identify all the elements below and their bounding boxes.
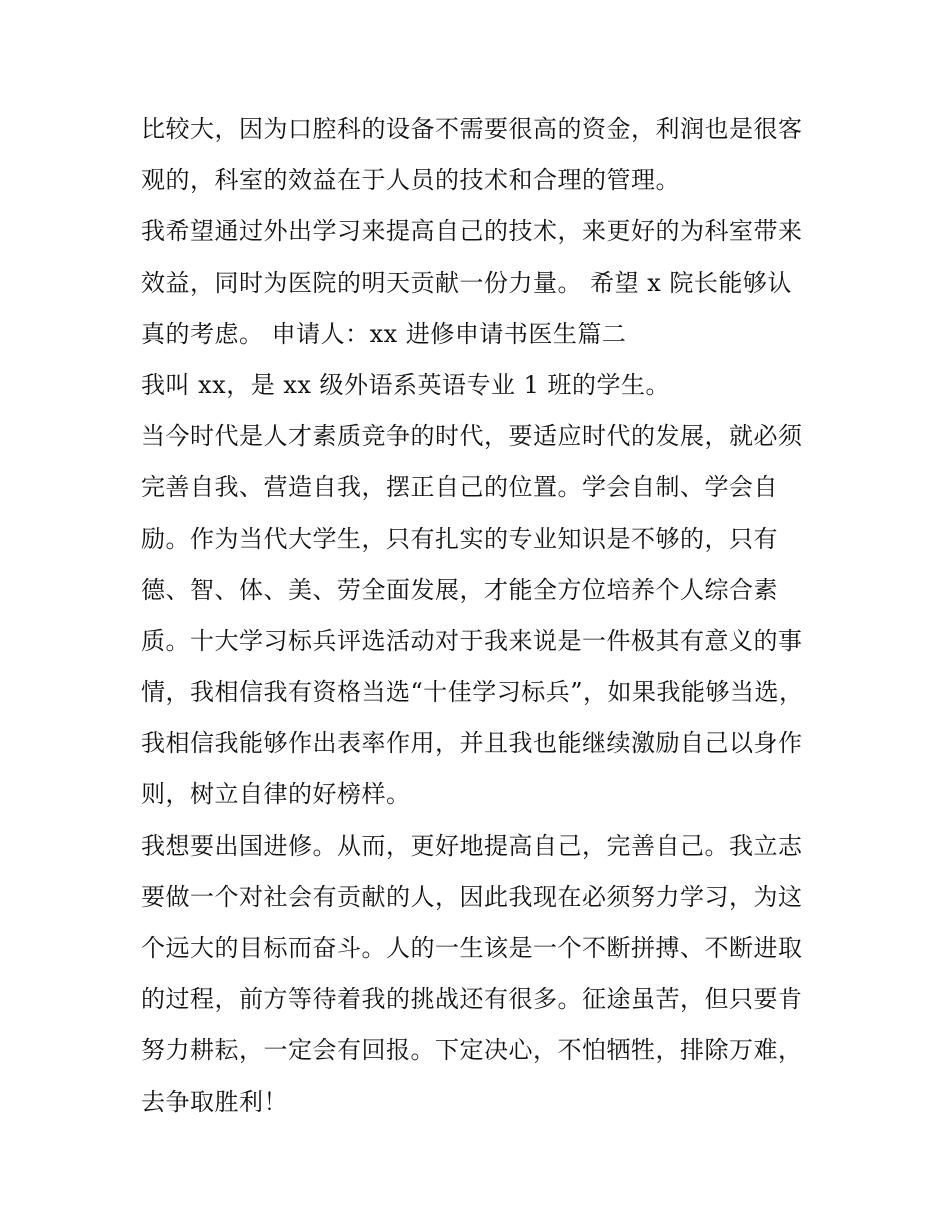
text-line: 真的考虑。 申请人：xx 进修申请书医生篇二 bbox=[141, 319, 627, 348]
text-line: 努力耕耘，一定会有回报。下定决心，不怕牺牲，排除万难， bbox=[141, 1036, 803, 1065]
text-line: 观的，科室的效益在于人员的技术和合理的管理。 bbox=[141, 166, 680, 195]
text-line: 的过程，前方等待着我的挑战还有很多。征途虽苦，但只要肯 bbox=[141, 985, 803, 1014]
text-line: 个远大的目标而奋斗。人的一生该是一个不断拼搏、不断进取 bbox=[141, 934, 803, 962]
text-line: 励。作为当代大学生，只有扎实的专业知识是不够的，只有 bbox=[141, 524, 778, 553]
text-line: 去争取胜利！ bbox=[141, 1087, 288, 1116]
text-line: 则，树立自律的好榜样。 bbox=[141, 780, 411, 809]
text-line: 我希望通过外出学习来提高自己的技术，来更好的为科室带来 bbox=[141, 217, 803, 246]
text-line: 我想要出国进修。从而，更好地提高自己，完善自己。我立志 bbox=[141, 831, 803, 860]
text-line: 完善自我、营造自我，摆正自己的位置。学会自制、学会自 bbox=[141, 473, 778, 502]
text-line: 德、智、体、美、劳全面发展，才能全方位培养个人综合素 bbox=[141, 575, 778, 604]
text-line: 我相信我能够作出表率作用，并且我也能继续激励自己以身作 bbox=[141, 729, 803, 758]
text-line: 要做一个对社会有贡献的人，因此我现在必须努力学习，为这 bbox=[141, 882, 803, 911]
text-line: 我叫 xx，是 xx 级外语系英语专业 1 班的学生。 bbox=[141, 370, 671, 399]
text-line: 比较大，因为口腔科的设备不需要很高的资金，利润也是很客 bbox=[141, 115, 803, 143]
text-line: 质。十大学习标兵评选活动对于我来说是一件极其有意义的事 bbox=[141, 626, 803, 655]
text-line: 当今时代是人才素质竞争的时代，要适应时代的发展，就必须 bbox=[141, 422, 803, 451]
document-body bbox=[141, 104, 821, 1128]
text-line: 情，我相信我有资格当选“十佳学习标兵”，如果我能够当选， bbox=[141, 678, 804, 707]
text-line: 效益，同时为医院的明天贡献一份力量。 希望 x 院长能够认 bbox=[141, 268, 792, 297]
